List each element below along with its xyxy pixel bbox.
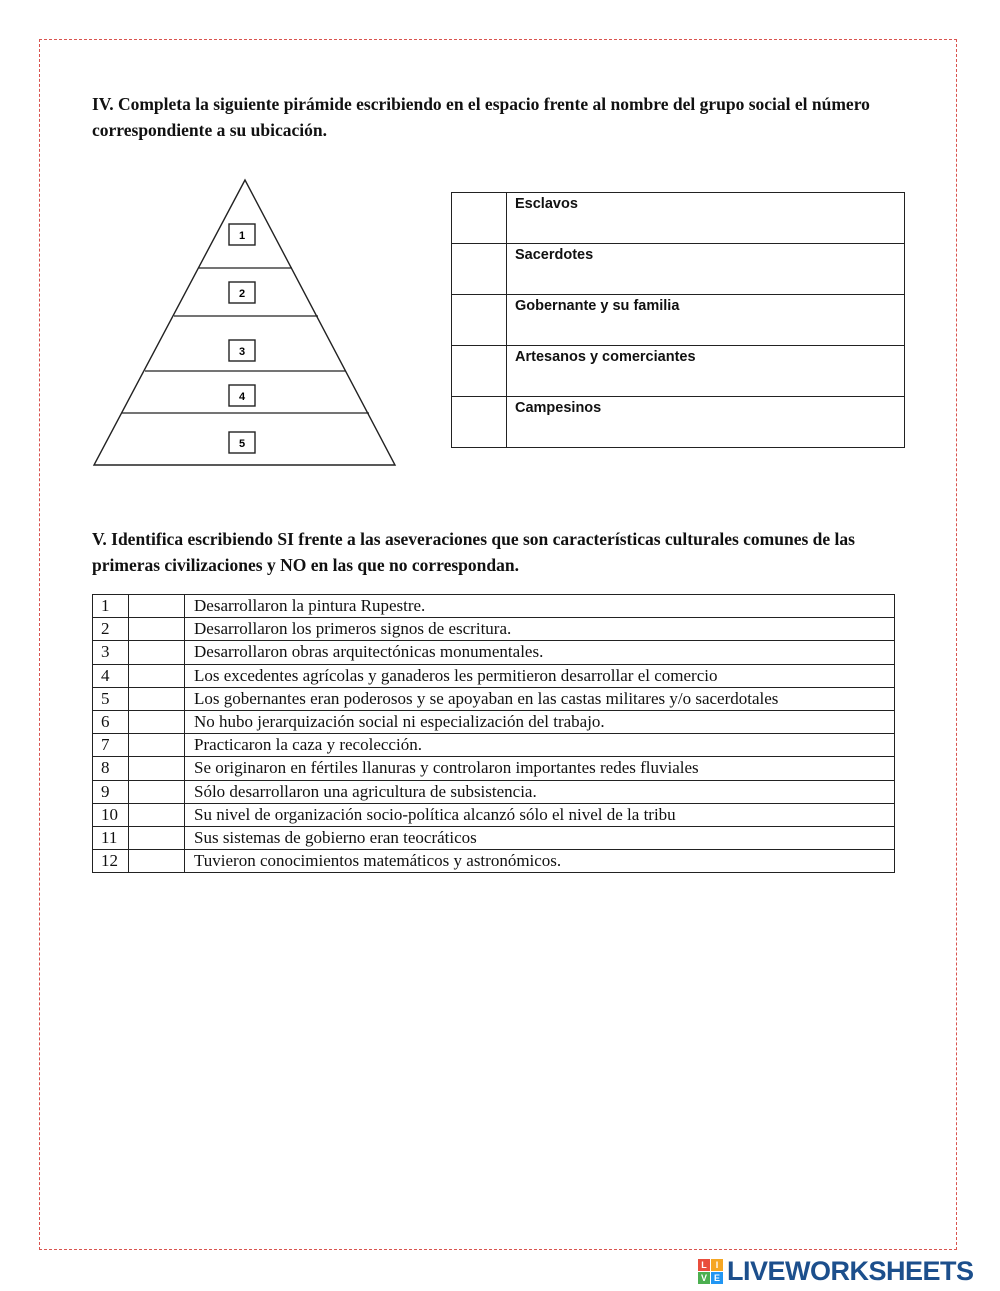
group-answer-cell[interactable] [452,346,507,397]
statement-text: Tuvieron conocimientos matemáticos y astronómicos. [185,850,895,873]
pyramid-level-box[interactable] [229,432,255,453]
table-row [93,803,895,826]
group-label: Artesanos y comerciantes [507,346,905,397]
answer-cell[interactable] [129,618,185,641]
statement-number: 9 [93,780,129,803]
statement-text: Desarrollaron la pintura Rupestre. [185,595,895,618]
statement-text: Sólo desarrollaron una agricultura de subsistencia. [185,780,895,803]
pyramid-level-box[interactable] [229,340,255,361]
table-row [93,687,895,710]
answer-cell[interactable] [129,850,185,873]
answer-cell[interactable] [129,734,185,757]
table-row [93,710,895,733]
pyramid-level-number: 1 [238,230,246,242]
statement-text: No hubo jerarquización social ni especialización del trabajo. [185,710,895,733]
statement-number: 5 [93,687,129,710]
table-row [452,244,905,295]
pyramid-level-box[interactable] [229,385,255,406]
pyramid-level-box[interactable] [229,282,255,303]
liveworksheets-logo [698,1257,974,1285]
group-answer-cell[interactable] [452,193,507,244]
answer-cell[interactable] [129,664,185,687]
statement-text: Los excedentes agrícolas y ganaderos les permitieron desarrollar el comercio [185,664,895,687]
group-answer-cell[interactable] [452,397,507,448]
table-row [452,295,905,346]
logo-grid-icon [698,1259,723,1284]
group-answer-cell[interactable] [452,244,507,295]
pyramid-outline [94,180,395,465]
logo-letter: I [711,1259,723,1271]
statement-number: 2 [93,618,129,641]
answer-cell[interactable] [129,780,185,803]
statement-text: Desarrollaron los primeros signos de escritura. [185,618,895,641]
table-row [93,780,895,803]
pyramid-level-number: 4 [238,391,246,403]
table-row [452,193,905,244]
answer-cell[interactable] [129,803,185,826]
table-row [452,397,905,448]
statement-text: Se originaron en fértiles llanuras y controlaron importantes redes fluviales [185,757,895,780]
statement-number: 10 [93,803,129,826]
table-row [93,734,895,757]
table-row [93,641,895,664]
statement-number: 6 [93,710,129,733]
social-groups-table [451,192,905,448]
statements-table [92,594,895,873]
statement-number: 7 [93,734,129,757]
answer-cell[interactable] [129,687,185,710]
statement-number: 8 [93,757,129,780]
table-row [93,618,895,641]
statement-number: 3 [93,641,129,664]
answer-cell[interactable] [129,826,185,849]
table-row [93,850,895,873]
group-label: Gobernante y su familia [507,295,905,346]
table-row [93,826,895,849]
table-row [93,757,895,780]
group-label: Campesinos [507,397,905,448]
statement-text: Su nivel de organización socio-política alcanzó sólo el nivel de la tribu [185,803,895,826]
statement-number: 4 [93,664,129,687]
section-iv-heading: IV. Completa la siguiente pirámide escribiendo en el espacio frente al nombre del grupo social el número correspondiente a su ubicación. [92,94,870,140]
statement-text: Practicaron la caza y recolección. [185,734,895,757]
answer-cell[interactable] [129,757,185,780]
pyramid-level-box[interactable] [229,224,255,245]
logo-letter: L [698,1259,710,1271]
logo-letter: V [698,1272,710,1284]
section-v-heading: V. Identifica escribiendo SI frente a las aseveraciones que son características culturales comunes de las primeras civilizaciones y NO en las que no correspondan. [92,529,855,575]
pyramid-level-number: 2 [238,288,246,300]
statement-number: 11 [93,826,129,849]
answer-cell[interactable] [129,641,185,664]
statement-text: Los gobernantes eran poderosos y se apoyaban en las castas militares y/o sacerdotales [185,687,895,710]
table-row [93,595,895,618]
pyramid-level-number: 3 [238,346,246,358]
statement-number: 1 [93,595,129,618]
group-answer-cell[interactable] [452,295,507,346]
pyramid-level-number: 5 [238,438,246,450]
group-label: Sacerdotes [507,244,905,295]
logo-letter: E [711,1272,723,1284]
statement-text: Sus sistemas de gobierno eran teocráticos [185,826,895,849]
table-row [93,664,895,687]
group-label: Esclavos [507,193,905,244]
statement-number: 12 [93,850,129,873]
statement-text: Desarrollaron obras arquitectónicas monumentales. [185,641,895,664]
social-pyramid [90,175,400,470]
answer-cell[interactable] [129,710,185,733]
logo-text: LIVEWORKSHEETS [727,1255,974,1286]
answer-cell[interactable] [129,595,185,618]
table-row [452,346,905,397]
